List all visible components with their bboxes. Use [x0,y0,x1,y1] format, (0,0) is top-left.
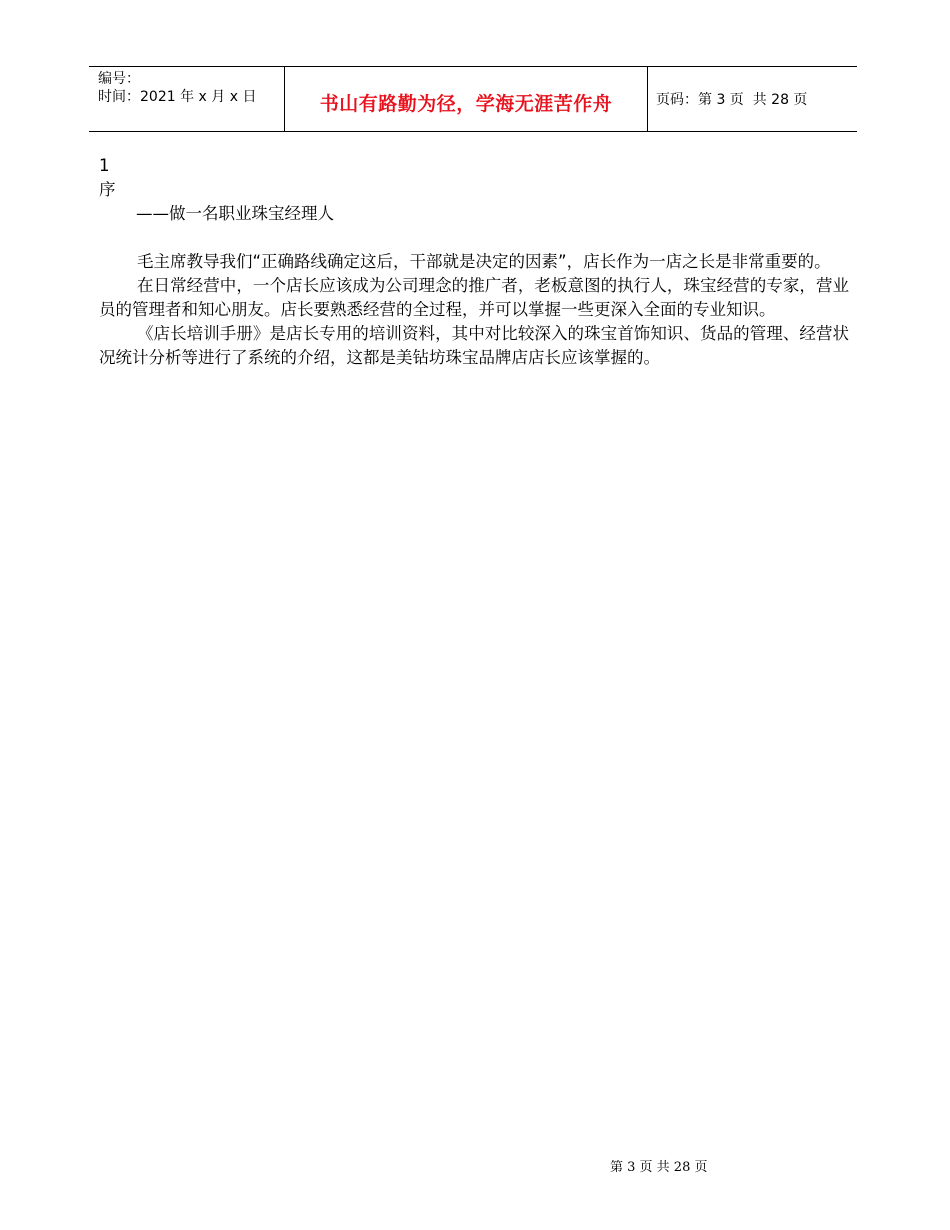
number-label: 编号： [98,71,140,87]
footer-page-text: 第 3 页 共 28 页 [610,1160,708,1175]
blank-line [99,226,849,250]
page-header [89,66,857,132]
paragraph: 毛主席教导我们“正确路线确定这后，干部就是决定的因素”，店长作为一店之长是非常重要的。 [137,252,831,271]
section-subtitle: ——做一名职业珠宝经理人 [136,204,334,223]
document-body [99,154,849,370]
section-title: 序 [99,180,116,199]
chapter-number: 1 [99,156,110,175]
header-meta [89,67,284,131]
date-line: 时间：2021 年 x 月 x 日 [98,89,257,105]
header-motto-cell [284,67,648,131]
motto: 书山有路勤为径，学海无涯苦作舟 [319,92,613,115]
header-page-info-cell [648,67,857,131]
paragraph: 《店长培训手册》是店长专用的培训资料，其中对比较深入的珠宝首饰知识、货品的管理、经营状况统计分析等进行了系统的介绍，这都是美钻坊珠宝品牌店店长应该掌握的。 [99,324,849,367]
page-info: 页码：第 3 页 共 28 页 [656,92,808,108]
page-footer [230,1156,950,1175]
paragraph: 在日常经营中，一个店长应该成为公司理念的推广者，老板意图的执行人，珠宝经营的专家，营业员的管理者和知心朋友。店长要熟悉经营的全过程，并可以掌握一些更深入全面的专业知识。 [99,276,849,319]
